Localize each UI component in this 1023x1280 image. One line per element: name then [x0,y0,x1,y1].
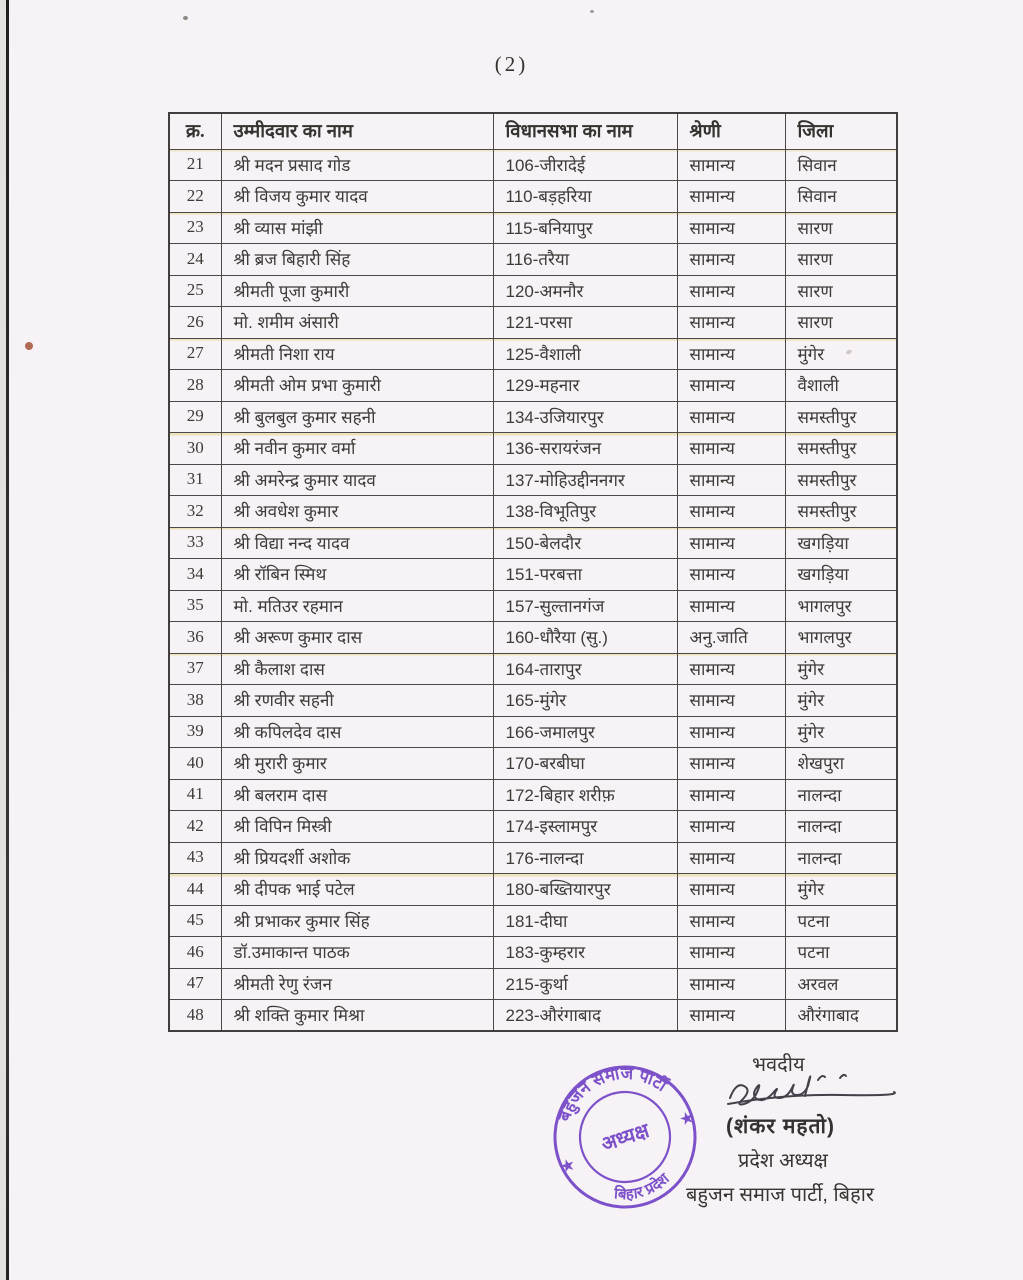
cell-constituency: 160-धौरैया (सु.) [493,622,677,654]
cell-constituency: 134-उजियारपुर [493,401,677,433]
cell-serial: 30 [169,433,221,465]
table-row [169,212,897,244]
cell-district: समस्तीपुर [785,433,897,465]
cell-category: सामान्य [677,212,785,244]
cell-category: सामान्य [677,244,785,276]
cell-candidate-name: श्री अरूण कुमार दास [221,622,493,654]
star-icon: ★ [676,1107,698,1130]
cell-category: सामान्य [677,937,785,969]
cell-serial: 38 [169,685,221,717]
cell-category: सामान्य [677,590,785,622]
scan-speck [590,10,594,13]
candidate-table-header [169,113,897,149]
cell-candidate-name: श्री बुलबुल कुमार सहनी [221,401,493,433]
table-row [169,370,897,402]
table-row [169,527,897,559]
table-row [169,968,897,1000]
salutation-text: भवदीय [752,1054,805,1076]
cell-category: सामान्य [677,527,785,559]
cell-serial: 22 [169,181,221,213]
table-row [169,1000,897,1032]
cell-candidate-name: श्री मदन प्रसाद गोड [221,149,493,181]
cell-district: समस्तीपुर [785,401,897,433]
cell-category: सामान्य [677,149,785,181]
cell-district: खगड़िया [785,559,897,591]
svg-text:बिहार प्रदेश [607,1167,675,1210]
cell-district: समस्तीपुर [785,464,897,496]
handwritten-signature [722,1068,902,1114]
cell-constituency: 115-बनियापुर [493,212,677,244]
cell-category: सामान्य [677,685,785,717]
cell-serial: 32 [169,496,221,528]
organization-name: बहुजन समाज पार्टी, बिहार [686,1184,875,1206]
cell-constituency: 174-इस्लामपुर [493,811,677,843]
cell-candidate-name: श्रीमती पूजा कुमारी [221,275,493,307]
cell-candidate-name: श्री अमरेन्द्र कुमार यादव [221,464,493,496]
cell-district: मुंगेर [785,874,897,906]
cell-category: सामान्य [677,779,785,811]
cell-district: औरंगाबाद [785,1000,897,1032]
table-row [169,779,897,811]
cell-serial: 34 [169,559,221,591]
cell-category: सामान्य [677,905,785,937]
table-row [169,905,897,937]
table-row [169,181,897,213]
cell-constituency: 180-बख्तियारपुर [493,874,677,906]
cell-constituency: 138-विभूतिपुर [493,496,677,528]
scan-speck [25,342,33,350]
cell-serial: 29 [169,401,221,433]
header-serial: क्र. [169,113,221,149]
cell-constituency: 137-मोहिउद्दीननगर [493,464,677,496]
cell-district: पटना [785,937,897,969]
cell-category: सामान्य [677,496,785,528]
cell-district: नालन्दा [785,842,897,874]
cell-candidate-name: श्री विपिन मिस्त्री [221,811,493,843]
cell-serial: 28 [169,370,221,402]
cell-constituency: 151-परबत्ता [493,559,677,591]
cell-category: सामान्य [677,370,785,402]
cell-district: पटना [785,905,897,937]
cell-constituency: 157-सुल्तानगंज [493,590,677,622]
closing-block [0,1040,1023,1240]
cell-candidate-name: श्री रणवीर सहनी [221,685,493,717]
cell-category: सामान्य [677,559,785,591]
cell-serial: 25 [169,275,221,307]
stamp-center-text: अध्यक्ष [598,1119,652,1156]
cell-constituency: 166-जमालपुर [493,716,677,748]
cell-constituency: 215-कुर्था [493,968,677,1000]
cell-category: अनु.जाति [677,622,785,654]
table-row [169,716,897,748]
cell-serial: 24 [169,244,221,276]
cell-category: सामान्य [677,307,785,339]
cell-serial: 46 [169,937,221,969]
header-district: जिला [785,113,897,149]
table-row [169,464,897,496]
cell-district: भागलपुर [785,622,897,654]
cell-district: मुंगेर [785,716,897,748]
cell-serial: 23 [169,212,221,244]
cell-candidate-name: श्रीमती रेणु रंजन [221,968,493,1000]
table-row [169,433,897,465]
cell-category: सामान्य [677,716,785,748]
cell-constituency: 120-अमनौर [493,275,677,307]
cell-candidate-name: श्री अवधेश कुमार [221,496,493,528]
cell-constituency: 121-परसा [493,307,677,339]
cell-district: मुंगेर [785,653,897,685]
cell-serial: 36 [169,622,221,654]
cell-district: नालन्दा [785,779,897,811]
cell-candidate-name: श्री प्रभाकर कुमार सिंह [221,905,493,937]
cell-constituency: 183-कुम्हरार [493,937,677,969]
cell-category: सामान्य [677,275,785,307]
cell-serial: 39 [169,716,221,748]
cell-district: सारण [785,307,897,339]
cell-candidate-name: श्री नवीन कुमार वर्मा [221,433,493,465]
header-constituency: विधानसभा का नाम [493,113,677,149]
cell-constituency: 150-बेलदौर [493,527,677,559]
cell-district: खगड़िया [785,527,897,559]
cell-category: सामान्य [677,874,785,906]
table-row [169,685,897,717]
candidate-table [168,112,898,1032]
cell-candidate-name: मो. शमीम अंसारी [221,307,493,339]
cell-constituency: 110-बड़हरिया [493,181,677,213]
scan-speck [183,16,188,20]
table-row [169,275,897,307]
cell-category: सामान्य [677,464,785,496]
cell-category: सामान्य [677,401,785,433]
cell-constituency: 116-तरैया [493,244,677,276]
cell-category: सामान्य [677,811,785,843]
cell-serial: 27 [169,338,221,370]
cell-constituency: 176-नालन्दा [493,842,677,874]
cell-candidate-name: श्री बलराम दास [221,779,493,811]
signatory-name: (शंकर महतो) [726,1115,835,1138]
table-row [169,401,897,433]
cell-constituency: 106-जीरादेई [493,149,677,181]
cell-serial: 42 [169,811,221,843]
cell-constituency: 172-बिहार शरीफ़ [493,779,677,811]
table-row [169,874,897,906]
cell-serial: 33 [169,527,221,559]
cell-district: अरवल [785,968,897,1000]
cell-candidate-name: श्री कपिलदेव दास [221,716,493,748]
cell-district: समस्तीपुर [785,496,897,528]
cell-district: वैशाली [785,370,897,402]
cell-candidate-name: श्री कैलाश दास [221,653,493,685]
table-row [169,811,897,843]
cell-district: सिवान [785,149,897,181]
cell-serial: 41 [169,779,221,811]
cell-constituency: 129-महनार [493,370,677,402]
table-row [169,748,897,780]
cell-serial: 44 [169,874,221,906]
party-president-stamp [540,1052,710,1222]
table-row [169,653,897,685]
cell-serial: 37 [169,653,221,685]
table-row [169,590,897,622]
table-row [169,842,897,874]
table-row [169,244,897,276]
table-row [169,559,897,591]
star-icon: ★ [557,1154,578,1178]
cell-candidate-name: श्री दीपक भाई पटेल [221,874,493,906]
cell-candidate-name: डॉ.उमाकान्त पाठक [221,937,493,969]
stamp-arc-bottom-text: बिहार प्रदेश [613,1170,673,1204]
cell-constituency: 164-तारापुर [493,653,677,685]
cell-constituency: 136-सरायरंजन [493,433,677,465]
cell-category: सामान्य [677,1000,785,1032]
table-row [169,496,897,528]
cell-constituency: 170-बरबीघा [493,748,677,780]
cell-candidate-name: श्री व्यास मांझी [221,212,493,244]
cell-category: सामान्य [677,433,785,465]
cell-constituency: 125-वैशाली [493,338,677,370]
cell-candidate-name: श्री विद्या नन्द यादव [221,527,493,559]
cell-district: सारण [785,212,897,244]
cell-candidate-name: श्री शक्ति कुमार मिश्रा [221,1000,493,1032]
cell-constituency: 165-मुंगेर [493,685,677,717]
stamp-arc-top-text: बहुजन समाज पार्टी [554,1063,671,1124]
cell-serial: 40 [169,748,221,780]
cell-serial: 35 [169,590,221,622]
cell-district: सारण [785,275,897,307]
cell-district: भागलपुर [785,590,897,622]
cell-candidate-name: श्री रॉबिन स्मिथ [221,559,493,591]
cell-district: मुंगेर [785,338,897,370]
cell-serial: 26 [169,307,221,339]
cell-constituency: 181-दीघा [493,905,677,937]
header-candidate-name: उम्मीदवार का नाम [221,113,493,149]
cell-district: सारण [785,244,897,276]
table-row [169,937,897,969]
cell-category: सामान्य [677,968,785,1000]
cell-candidate-name: श्री विजय कुमार यादव [221,181,493,213]
cell-serial: 48 [169,1000,221,1032]
cell-candidate-name: श्री ब्रज बिहारी सिंह [221,244,493,276]
cell-serial: 45 [169,905,221,937]
table-row [169,622,897,654]
cell-category: सामान्य [677,181,785,213]
cell-candidate-name: मो. मतिउर रहमान [221,590,493,622]
cell-district: शेखपुरा [785,748,897,780]
cell-candidate-name: श्रीमती ओम प्रभा कुमारी [221,370,493,402]
cell-category: सामान्य [677,338,785,370]
cell-serial: 21 [169,149,221,181]
signatory-title: प्रदेश अध्यक्ष [738,1150,828,1172]
cell-district: मुंगेर [785,685,897,717]
cell-constituency: 223-औरंगाबाद [493,1000,677,1032]
cell-category: सामान्य [677,748,785,780]
cell-category: सामान्य [677,842,785,874]
svg-text:बहुजन समाज पार्टी [544,1052,676,1130]
cell-serial: 43 [169,842,221,874]
candidate-table-body [169,149,897,1031]
table-row [169,307,897,339]
cell-serial: 31 [169,464,221,496]
cell-category: सामान्य [677,653,785,685]
table-row [169,149,897,181]
cell-candidate-name: श्री प्रियदर्शी अशोक [221,842,493,874]
cell-district: सिवान [785,181,897,213]
cell-district: नालन्दा [785,811,897,843]
table-row [169,338,897,370]
cell-serial: 47 [169,968,221,1000]
cell-candidate-name: श्री मुरारी कुमार [221,748,493,780]
cell-candidate-name: श्रीमती निशा राय [221,338,493,370]
page-number: (2) [494,52,529,76]
header-category: श्रेणी [677,113,785,149]
